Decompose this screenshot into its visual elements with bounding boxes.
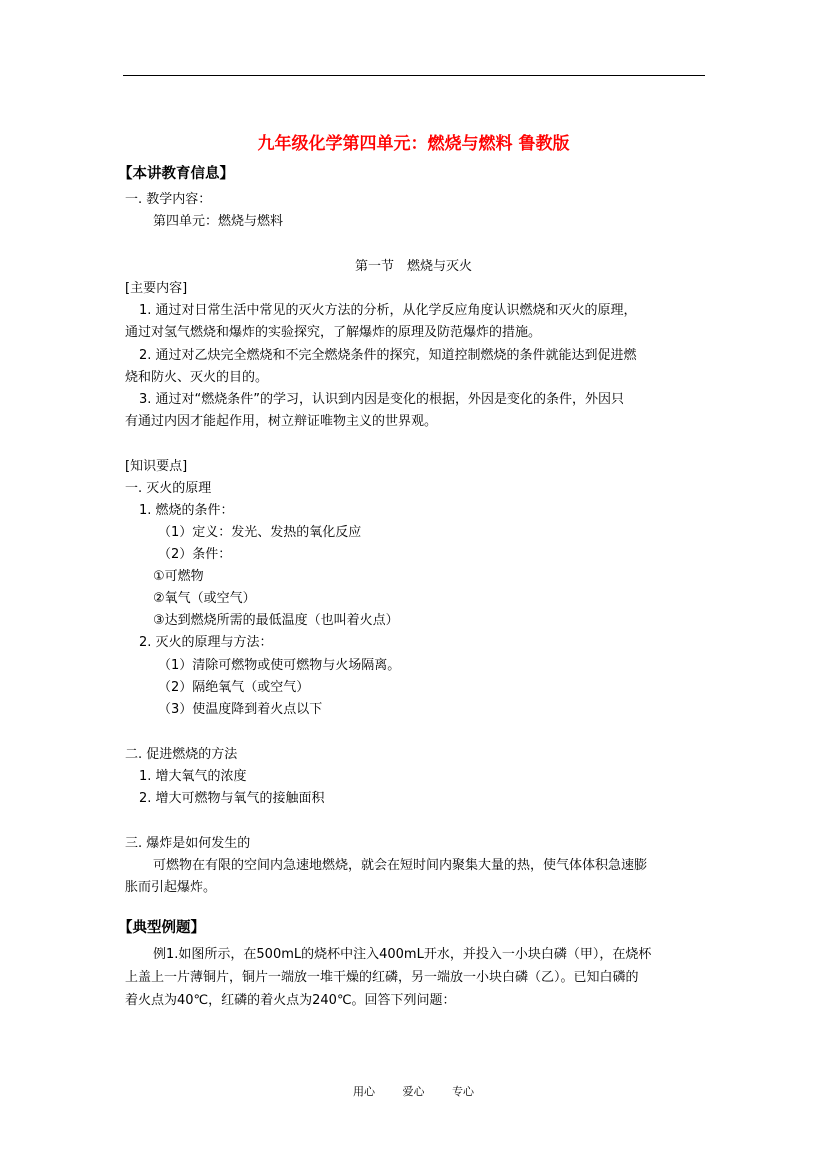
text-line: 可燃物在有限的空间内急速地燃烧，就会在短时间内聚集大量的热，使气体体积急速膨 [153,858,648,873]
text-line: 1. 通过对日常生活中常见的灭火方法的分析，从化学反应角度认识燃烧和灭火的原理， [139,303,637,318]
text-line: 一. 教学内容： [125,192,212,207]
text-line: 胀而引起爆炸。 [125,880,217,895]
text-line: 1. 增大氧气的浓度 [139,769,247,784]
text-line: [知识要点] [125,459,188,474]
text-line: 2. 通过对乙炔完全燃烧和不完全燃烧条件的探究，知道控制燃烧的条件就能达到促进燃 [139,348,637,363]
text-line: 1. 燃烧的条件： [139,503,234,518]
footer-text: 专心 [452,1085,474,1098]
text-line: （1）清除可燃物或使可燃物与火场隔离。 [158,658,401,673]
text-line: （1）定义：发光、发热的氧化反应 [158,525,362,540]
text-line: 通过对氢气燃烧和爆炸的实验探究，了解爆炸的原理及防范爆炸的措施。 [125,325,542,340]
footer-text: 用心 [353,1085,375,1098]
text-line: 上盖上一片薄铜片，铜片一端放一堆干燥的红磷，另一端放一小块白磷（乙）。已知白磷的 [125,970,639,985]
section-heading-info: 【本讲教育信息】 [118,165,234,182]
text-line: （2）条件： [158,547,232,562]
document-title: 九年级化学第四单元：燃烧与燃料 鲁教版 [257,134,570,154]
text-line: ②氧气（或空气） [153,591,256,606]
text-line: 一. 灭火的原理 [125,481,212,496]
text-line: （2）隔绝氧气（或空气） [158,680,310,695]
text-line: 第四单元：燃烧与燃料 [153,214,284,229]
text-line: 二. 促进燃烧的方法 [125,747,238,762]
text-line: 2. 灭火的原理与方法： [139,635,273,650]
text-line: 例1.如图所示，在500mL的烧杯中注入400mL开水，并投入一小块白磷（甲），在烧杯 [153,947,652,962]
text-line: 3. 通过对“燃烧条件”的学习，认识到内因是变化的根据，外因是变化的条件，外因只 [139,392,625,407]
text-line: （3）使温度降到着火点以下 [158,702,323,717]
header-rule [123,75,705,76]
text-line: 有通过内因才能起作用，树立辩证唯物主义的世界观。 [125,414,438,429]
page-footer [0,1084,827,1100]
text-line: 2. 增大可燃物与氧气的接触面积 [139,791,325,806]
text-line: ①可燃物 [153,569,204,584]
text-line: 三. 爆炸是如何发生的 [125,836,251,851]
subsection-title: 第一节 燃烧与灭火 [354,259,472,274]
footer-text: 爱心 [402,1085,425,1098]
section-heading-examples: 【典型例题】 [118,919,205,936]
text-line: 烧和防火、灭火的目的。 [125,370,269,385]
text-line: ③达到燃烧所需的最低温度（也叫着火点） [153,613,399,628]
text-line: 着火点为40℃，红磷的着火点为240℃。回答下列问题： [125,993,456,1008]
text-line: [主要内容] [125,281,188,296]
